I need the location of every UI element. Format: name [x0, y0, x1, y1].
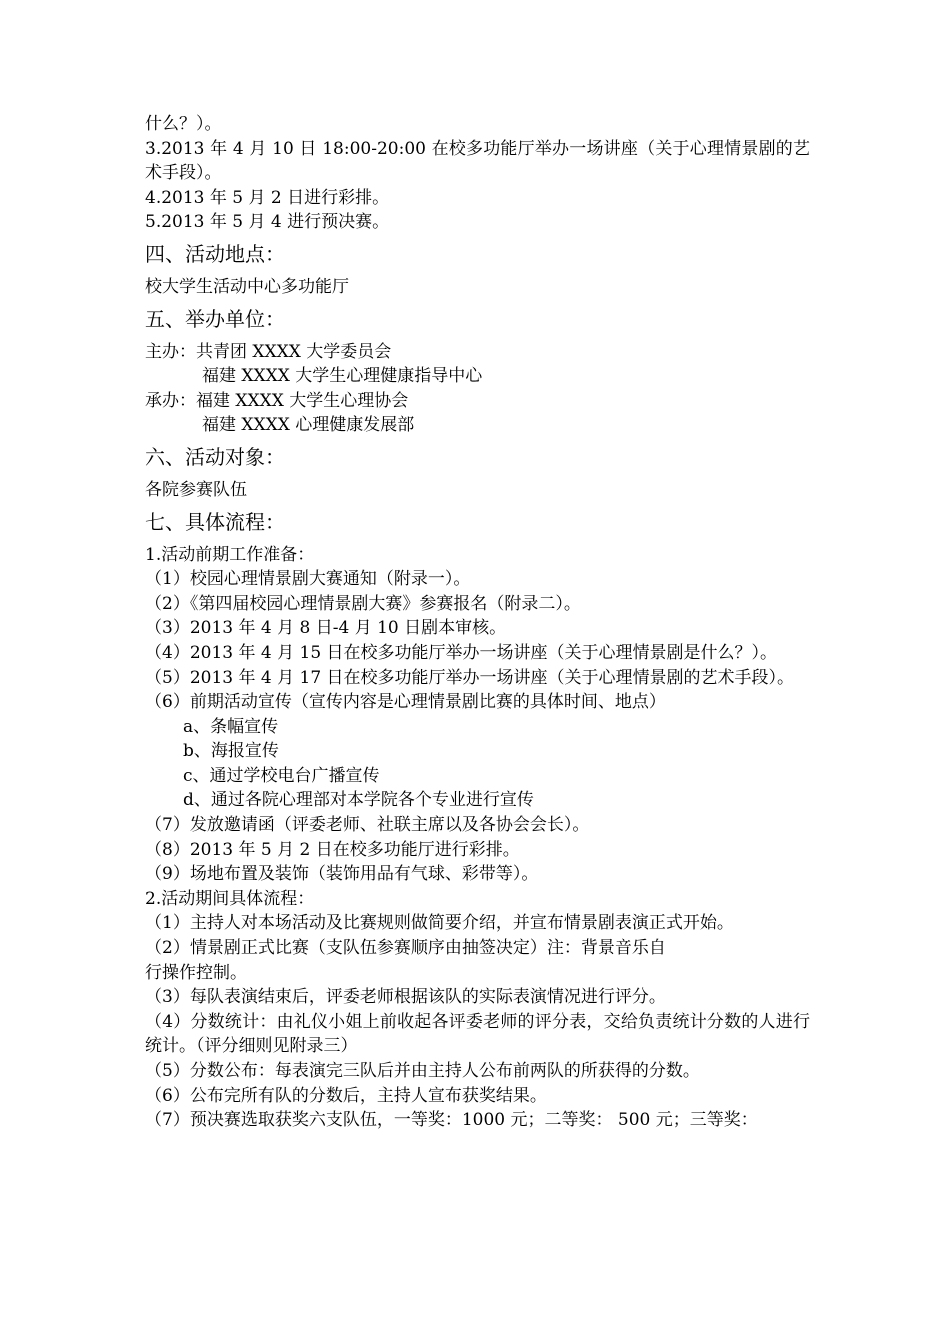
- section-heading-location: 四、活动地点：: [145, 241, 285, 266]
- promotion-bullet: a、条幅宣传: [183, 716, 279, 737]
- procedure-line: （7）预决赛选取获奖六支队伍，一等奖：1000 元；二等奖： 500 元；三等奖：: [145, 1110, 758, 1131]
- host-line-2: 福建 XXXX 大学生心理健康指导中心: [202, 366, 483, 387]
- promotion-bullet: d、通过各院心理部对本学院各个专业进行宣传: [183, 790, 534, 811]
- section-heading-procedure: 七、具体流程：: [145, 509, 285, 534]
- host-name: 共青团 XXXX 大学委员会: [196, 341, 392, 362]
- procedure-line: （6）前期活动宣传（宣传内容是心理情景剧比赛的具体时间、地点）: [145, 692, 666, 713]
- organizer-name: 福建 XXXX 大学生心理协会: [196, 390, 409, 411]
- procedure-line: 1.活动前期工作准备：: [145, 544, 315, 565]
- procedure-line: （1）主持人对本场活动及比赛规则做简要介绍，并宣布情景剧表演正式开始。: [145, 913, 734, 934]
- procedure-line: （9）场地布置及装饰（装饰用品有气球、彩带等）。: [145, 864, 539, 885]
- procedure-line: 2.活动期间具体流程：: [145, 888, 315, 909]
- procedure-line: （5）2013 年 4 月 17 日在校多功能厅举办一场讲座（关于心理情景剧的艺术手段）。: [145, 667, 795, 688]
- section-heading-participants: 六、活动对象：: [145, 444, 285, 469]
- host-line: [145, 340, 810, 365]
- procedure-line: （2）《第四届校园心理情景剧大赛》参赛报名（附录二）。: [145, 593, 581, 614]
- organizer-label: 承办：: [145, 390, 196, 411]
- procedure-line: （2）情景剧正式比赛（支队伍参赛顺序由抽签决定）注：背景音乐自: [145, 938, 666, 959]
- promotion-bullet: b、海报宣传: [183, 741, 279, 762]
- procedure-line: 行操作控制。: [145, 962, 247, 983]
- organizer-line-2: 福建 XXXX 心理健康发展部: [202, 415, 415, 436]
- promotion-bullet: c、通过学校电台广播宣传: [183, 765, 380, 786]
- section-heading-organizers: 五、举办单位：: [145, 306, 285, 331]
- text-line: 4.2013 年 5 月 2 日进行彩排。: [145, 187, 390, 208]
- text-line: 3.2013 年 4 月 10 日 18:00-20:00 在校多功能厅举办一场讲座（关于心理情景剧的艺术手段）。: [145, 138, 810, 184]
- host-label: 主办：: [145, 341, 196, 362]
- procedure-line: （7）发放邀请函（评委老师、社联主席以及各协会会长）。: [145, 815, 590, 836]
- procedure-line: （4）分数统计：由礼仪小姐上前收起各评委老师的评分表，交给负责统计分数的人进行统计。（评分细则见附录三）: [145, 1011, 810, 1057]
- procedure-line: （8）2013 年 5 月 2 日在校多功能厅进行彩排。: [145, 839, 520, 860]
- organizer-line: [145, 389, 810, 414]
- procedure-line: （3）每队表演结束后，评委老师根据该队的实际表演情况进行评分。: [145, 987, 666, 1008]
- procedure-line: （3）2013 年 4 月 8 日-4 月 10 日剧本审核。: [145, 618, 507, 639]
- text-line: 什么？）。: [145, 114, 222, 134]
- procedure-line: （1）校园心理情景剧大赛通知（附录一）。: [145, 569, 471, 590]
- procedure-line: （6）公布完所有队的分数后，主持人宣布获奖结果。: [145, 1085, 547, 1106]
- procedure-line: （4）2013 年 4 月 15 日在校多功能厅举办一场讲座（关于心理情景剧是什么？）。: [145, 642, 778, 663]
- text-line: 5.2013 年 5 月 4 进行预决赛。: [145, 212, 390, 233]
- procedure-line: （5）分数公布：每表演完三队后并由主持人公布前两队的所获得的分数。: [145, 1061, 700, 1081]
- document-page: [145, 112, 810, 1133]
- location-text: 校大学生活动中心多功能厅: [145, 276, 349, 297]
- participants-text: 各院参赛队伍: [145, 479, 247, 500]
